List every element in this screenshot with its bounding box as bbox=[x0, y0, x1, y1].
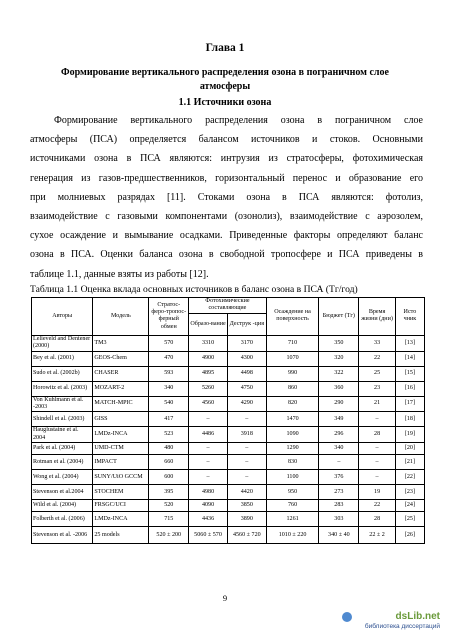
cell-budget: 296 bbox=[319, 427, 359, 443]
cell-dep: 830 bbox=[266, 455, 319, 470]
cell-author: Lelieveld and Dentener (2000) bbox=[32, 335, 93, 351]
table-row bbox=[32, 443, 425, 455]
cell-strat: 570 bbox=[149, 335, 189, 351]
cell-life: – bbox=[359, 455, 396, 470]
cell-life: – bbox=[359, 412, 396, 427]
cell-src: [14] bbox=[395, 351, 424, 366]
cell-author: Rotman et al. (2004) bbox=[32, 455, 93, 470]
chapter-heading-line1: Формирование вертикального распределения озона в пограничном слое bbox=[61, 67, 389, 78]
header-photochem: Фотохимические составляющие bbox=[189, 298, 267, 314]
paragraph-line: Формирование вертикального распределения озона в пограничном слое bbox=[54, 115, 423, 126]
table-row bbox=[32, 396, 425, 412]
cell-src: [25] bbox=[395, 512, 424, 527]
cell-form: 4895 bbox=[189, 366, 228, 381]
cell-form: 4486 bbox=[189, 427, 228, 443]
cell-dep: 950 bbox=[266, 485, 319, 500]
cell-budget: 273 bbox=[319, 485, 359, 500]
paragraph-line: таблице 1.1, данные взяты из работы [12]. bbox=[30, 268, 209, 280]
cell-strat: 470 bbox=[149, 351, 189, 366]
cell-author: Sudo et al. (2002b) bbox=[32, 366, 93, 381]
cell-model: 25 models bbox=[93, 527, 149, 544]
cell-destr: 4420 bbox=[227, 485, 266, 500]
cell-strat: 520 ± 200 bbox=[149, 527, 189, 544]
cell-author: Von Kuhlmann et al. -2003 bbox=[32, 396, 93, 412]
header-source: Исто чник bbox=[395, 298, 424, 336]
paragraph-line: атмосферы (ПСА) определяется балансом источников и стоков. Основными bbox=[30, 134, 423, 146]
cell-dep: 760 bbox=[266, 500, 319, 512]
header-authors: Авторы bbox=[32, 298, 93, 336]
paragraph-line: при молниевых разрядах [11]. Стоками озона в ПСА являются: фотолиз, bbox=[30, 191, 423, 203]
cell-destr: 3850 bbox=[227, 500, 266, 512]
cell-destr: 3918 bbox=[227, 427, 266, 443]
cell-destr: – bbox=[227, 470, 266, 485]
cell-strat: 480 bbox=[149, 443, 189, 455]
cell-author: Shindell et al. (2003) bbox=[32, 412, 93, 427]
cell-dep: 820 bbox=[266, 396, 319, 412]
cell-model: UMD-CTM bbox=[93, 443, 149, 455]
cell-budget: 303 bbox=[319, 512, 359, 527]
cell-model: MATCH-MPIC bbox=[93, 396, 149, 412]
cell-author: Stevenson et al. -2006 bbox=[32, 527, 93, 544]
watermark bbox=[332, 611, 442, 633]
cell-model: STOCHEM bbox=[93, 485, 149, 500]
header-budget: Бюджет (Тг) bbox=[319, 298, 359, 336]
cell-src: [26] bbox=[395, 527, 424, 544]
cell-model: LMDz-INCA bbox=[93, 427, 149, 443]
cell-life: 23 bbox=[359, 381, 396, 396]
cell-src: [20] bbox=[395, 443, 424, 455]
cell-dep: 990 bbox=[266, 366, 319, 381]
table-row bbox=[32, 470, 425, 485]
cell-form: – bbox=[189, 455, 228, 470]
cell-destr: 4290 bbox=[227, 396, 266, 412]
cell-dep: 1090 bbox=[266, 427, 319, 443]
header-strat-exchange: Стратос-феро-тропос-ферный обмен bbox=[149, 298, 189, 336]
table-caption: Таблица 1.1 Оценка вклада основных источников в баланс озона в ПСА (Тг/год) bbox=[30, 284, 358, 295]
cell-budget: 376 bbox=[319, 470, 359, 485]
cell-life: – bbox=[359, 443, 396, 455]
table-row bbox=[32, 412, 425, 427]
cell-dep: 1470 bbox=[266, 412, 319, 427]
cell-life: 28 bbox=[359, 512, 396, 527]
cell-budget: – bbox=[319, 455, 359, 470]
cell-src: [15] bbox=[395, 366, 424, 381]
paragraph-line: сухое осаждение и вымывание осадками. Приведенные факторы определяют баланс bbox=[30, 230, 423, 242]
cell-form: 3310 bbox=[189, 335, 228, 351]
cell-strat: 523 bbox=[149, 427, 189, 443]
cell-src: [13] bbox=[395, 335, 424, 351]
cell-model: GEOS-Chem bbox=[93, 351, 149, 366]
cell-dep: 1070 bbox=[266, 351, 319, 366]
table-row bbox=[32, 500, 425, 512]
cell-src: [21] bbox=[395, 455, 424, 470]
header-destruction: Деструк -ция bbox=[227, 313, 266, 335]
cell-budget: 340 ± 40 bbox=[319, 527, 359, 544]
cell-src: [16] bbox=[395, 381, 424, 396]
table-row bbox=[32, 527, 425, 544]
paragraph-line: озона в ПСА. Оценки баланса озона в свободной тропосфере и ПСА приведены в bbox=[30, 249, 423, 261]
cell-dep: 860 bbox=[266, 381, 319, 396]
watermark-subtitle: библиотека диссертаций bbox=[364, 623, 440, 630]
cell-destr: 4498 bbox=[227, 366, 266, 381]
ozone-budget-table bbox=[31, 297, 425, 544]
cell-strat: 417 bbox=[149, 412, 189, 427]
cell-form: 4436 bbox=[189, 512, 228, 527]
cell-src: [23] bbox=[395, 485, 424, 500]
cell-dep: 1010 ± 220 bbox=[266, 527, 319, 544]
header-lifetime: Время жизни (дни) bbox=[359, 298, 396, 336]
cell-author: Bey et al. (2001) bbox=[32, 351, 93, 366]
cell-form: – bbox=[189, 412, 228, 427]
cell-form: 4980 bbox=[189, 485, 228, 500]
header-formation: Образо-вание bbox=[189, 313, 228, 335]
table-row bbox=[32, 512, 425, 527]
cell-author: Wong et al. (2004) bbox=[32, 470, 93, 485]
cell-model: SUNY/UiO GCCM bbox=[93, 470, 149, 485]
chapter-title: Глава 1 bbox=[205, 42, 245, 54]
cell-budget: 340 bbox=[319, 443, 359, 455]
cell-life: 21 bbox=[359, 396, 396, 412]
cell-dep: 1100 bbox=[266, 470, 319, 485]
table-row bbox=[32, 381, 425, 396]
table-row bbox=[32, 351, 425, 366]
cell-strat: 660 bbox=[149, 455, 189, 470]
cell-destr: 4300 bbox=[227, 351, 266, 366]
cell-form: 4560 bbox=[189, 396, 228, 412]
cell-form: – bbox=[189, 470, 228, 485]
watermark-logo: dsLib.net bbox=[395, 611, 440, 622]
cell-budget: 322 bbox=[319, 366, 359, 381]
cell-life: 33 bbox=[359, 335, 396, 351]
cell-budget: 290 bbox=[319, 396, 359, 412]
paragraph-line: генерация из газов-предшественников, горизонтальный перенос и образование его bbox=[30, 172, 423, 184]
cell-life: 19 bbox=[359, 485, 396, 500]
cell-model: MOZART-2 bbox=[93, 381, 149, 396]
cell-strat: 520 bbox=[149, 500, 189, 512]
table-row bbox=[32, 335, 425, 351]
cell-destr: – bbox=[227, 443, 266, 455]
cell-life: 22 ± 2 bbox=[359, 527, 396, 544]
cell-form: 5060 ± 570 bbox=[189, 527, 228, 544]
cell-strat: 593 bbox=[149, 366, 189, 381]
cell-author: Horowitz et al. (2003) bbox=[32, 381, 93, 396]
cell-life: 22 bbox=[359, 500, 396, 512]
table-row bbox=[32, 455, 425, 470]
cell-src: [19] bbox=[395, 427, 424, 443]
cell-author: Wild et al. (2004) bbox=[32, 500, 93, 512]
cell-strat: 540 bbox=[149, 396, 189, 412]
cell-model: FRSGC/UCI bbox=[93, 500, 149, 512]
globe-icon bbox=[342, 612, 352, 622]
cell-destr: 3170 bbox=[227, 335, 266, 351]
cell-src: [22] bbox=[395, 470, 424, 485]
header-deposition: Осаждение на поверхность bbox=[266, 298, 319, 336]
page-number: 9 bbox=[222, 593, 228, 603]
cell-src: [17] bbox=[395, 396, 424, 412]
cell-life: 25 bbox=[359, 366, 396, 381]
cell-destr: 3890 bbox=[227, 512, 266, 527]
header-model: Модель bbox=[93, 298, 149, 336]
cell-form: 4090 bbox=[189, 500, 228, 512]
chapter-heading-line2: атмосферы bbox=[199, 81, 251, 92]
cell-author: Park et al. (2004) bbox=[32, 443, 93, 455]
body-paragraph bbox=[30, 111, 423, 284]
cell-strat: 715 bbox=[149, 512, 189, 527]
cell-life: 28 bbox=[359, 427, 396, 443]
cell-life: – bbox=[359, 470, 396, 485]
cell-destr: – bbox=[227, 455, 266, 470]
cell-dep: 710 bbox=[266, 335, 319, 351]
cell-model: GISS bbox=[93, 412, 149, 427]
cell-model: IMPACT bbox=[93, 455, 149, 470]
cell-destr: – bbox=[227, 412, 266, 427]
cell-form: 4900 bbox=[189, 351, 228, 366]
cell-author: Stevenson et al.2004 bbox=[32, 485, 93, 500]
cell-form: – bbox=[189, 443, 228, 455]
cell-model: TM3 bbox=[93, 335, 149, 351]
table-row bbox=[32, 427, 425, 443]
cell-destr: 4750 bbox=[227, 381, 266, 396]
cell-form: 5260 bbox=[189, 381, 228, 396]
cell-destr: 4560 ± 720 bbox=[227, 527, 266, 544]
cell-life: 22 bbox=[359, 351, 396, 366]
table-row bbox=[32, 366, 425, 381]
cell-model: CHASER bbox=[93, 366, 149, 381]
section-title: 1.1 Источники озона bbox=[178, 97, 272, 108]
cell-budget: 350 bbox=[319, 335, 359, 351]
paragraph-line: взаимодействие с газовыми компонентами (озонолиз), взаимодействие с аэрозолем, bbox=[30, 210, 423, 222]
cell-dep: 1290 bbox=[266, 443, 319, 455]
cell-strat: 340 bbox=[149, 381, 189, 396]
cell-budget: 283 bbox=[319, 500, 359, 512]
cell-budget: 360 bbox=[319, 381, 359, 396]
cell-src: [24] bbox=[395, 500, 424, 512]
cell-author: Hauglustaine et al. 2004 bbox=[32, 427, 93, 443]
paragraph-line: источниками озона в ПСА являются: интрузия из стратосферы, фотохимическая bbox=[30, 153, 423, 165]
cell-dep: 1261 bbox=[266, 512, 319, 527]
table-row bbox=[32, 485, 425, 500]
cell-strat: 600 bbox=[149, 470, 189, 485]
cell-author: Folberth et al. (2006) bbox=[32, 512, 93, 527]
cell-budget: 320 bbox=[319, 351, 359, 366]
cell-src: [18] bbox=[395, 412, 424, 427]
cell-budget: 349 bbox=[319, 412, 359, 427]
cell-model: LMDz-INCA bbox=[93, 512, 149, 527]
cell-strat: 395 bbox=[149, 485, 189, 500]
